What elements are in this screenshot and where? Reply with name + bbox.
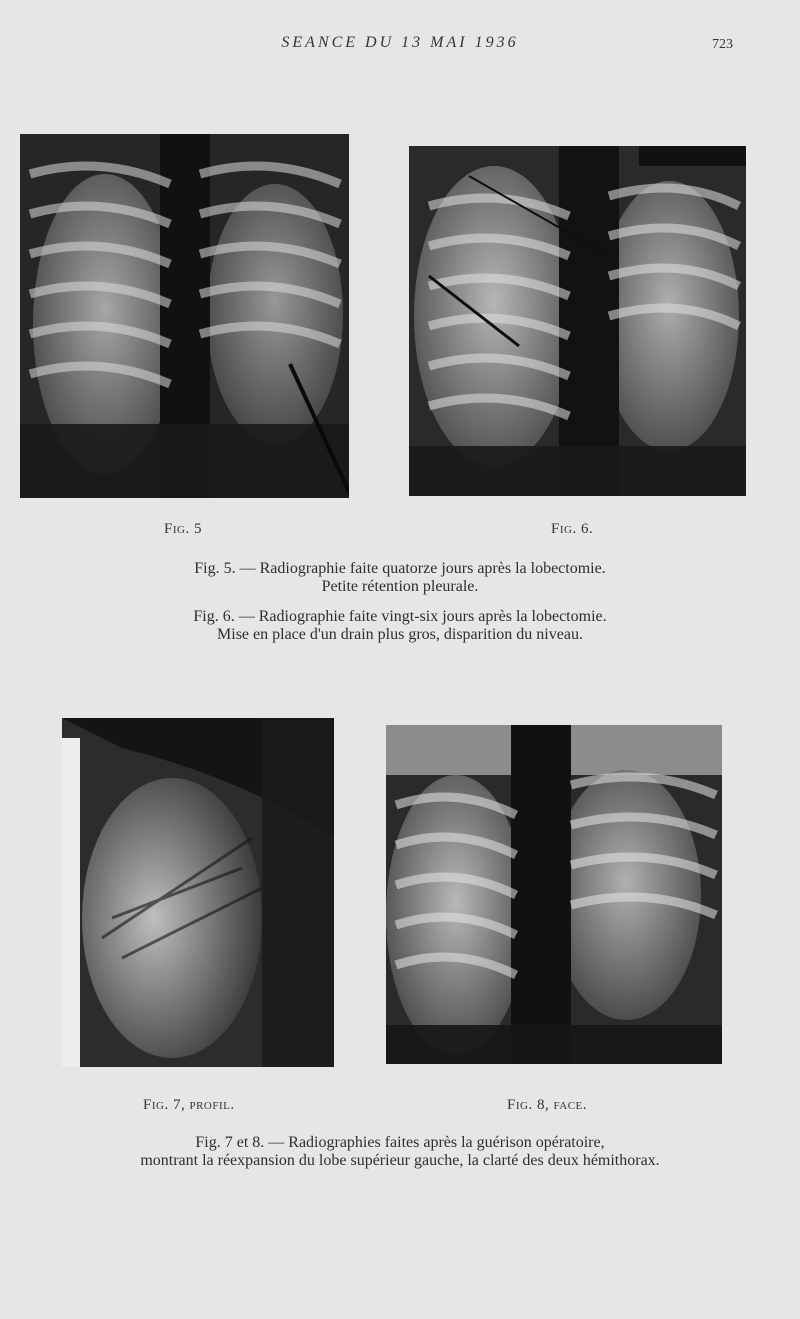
page-number: 723	[712, 37, 733, 52]
caption-fig-7-8-line-1: Fig. 7 et 8. — Radiographies faites après la guérison opératoire,	[195, 1134, 605, 1151]
figure-label-7: Fig. 7, profil.	[143, 1097, 235, 1113]
radiograph-fig-7	[62, 718, 334, 1067]
radiograph-fig-8	[386, 725, 722, 1064]
figure-label-5: Fig. 5	[164, 521, 202, 537]
radiograph-fig-5	[20, 134, 349, 498]
caption-fig-7-8	[0, 1134, 800, 1170]
caption-fig-5-line-1: Fig. 5. — Radiographie faite quatorze jours après la lobectomie.	[194, 560, 606, 577]
caption-fig-6	[0, 608, 800, 644]
figure-label-8: Fig. 8, face.	[507, 1097, 588, 1113]
figure-label-6: Fig. 6.	[551, 521, 594, 537]
caption-fig-6-line-2: Mise en place d'un drain plus gros, disparition du niveau.	[217, 626, 583, 643]
running-head: SEANCE DU 13 MAI 1936	[281, 34, 519, 51]
caption-fig-5-line-2: Petite rétention pleurale.	[321, 578, 479, 595]
caption-fig-6-line-1: Fig. 6. — Radiographie faite vingt-six jours après la lobectomie.	[193, 608, 607, 625]
caption-fig-7-8-line-2: montrant la réexpansion du lobe supérieur gauche, la clarté des deux hémithorax.	[140, 1152, 660, 1169]
radiograph-fig-6	[409, 146, 746, 496]
caption-fig-5	[0, 560, 800, 596]
